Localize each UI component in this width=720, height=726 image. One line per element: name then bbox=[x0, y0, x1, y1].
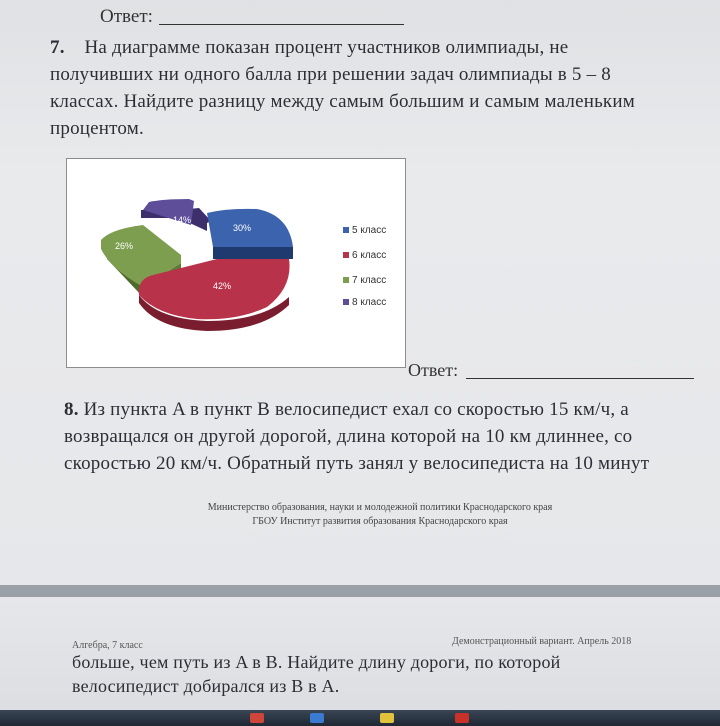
pdf-icon[interactable] bbox=[455, 713, 469, 723]
task-8-line-2: возвращался он другой дорогой, длина которой на 10 км длиннее, со bbox=[64, 426, 633, 447]
task-8-number: 8. bbox=[64, 399, 79, 420]
legend-swatch bbox=[343, 252, 349, 258]
taskbar bbox=[0, 710, 720, 726]
slice-5-class bbox=[207, 209, 293, 259]
label-30: 30% bbox=[233, 223, 252, 233]
label-14: 14% bbox=[173, 215, 192, 225]
legend-6-class: 6 класс bbox=[343, 250, 386, 261]
task-7-line-3: классах. Найдите разницу между самым большим и самым маленьким bbox=[50, 91, 635, 112]
task-7-line-2: получивших ни одного балла при решении задач олимпиады в 5 – 8 bbox=[50, 64, 611, 85]
answer-line bbox=[466, 377, 694, 379]
legend-swatch bbox=[343, 299, 349, 305]
label-42: 42% bbox=[213, 281, 232, 291]
label-26: 26% bbox=[115, 241, 134, 251]
answer-line bbox=[159, 23, 404, 25]
legend-8-class: 8 класс bbox=[343, 297, 386, 308]
browser-icon[interactable] bbox=[250, 713, 264, 723]
legend-7-class: 7 класс bbox=[343, 275, 386, 286]
answer-label: Ответ: bbox=[408, 360, 459, 380]
pie-chart bbox=[66, 158, 406, 368]
app-icon[interactable] bbox=[380, 713, 394, 723]
task-7-text bbox=[50, 34, 720, 142]
task-7-line-1: 7. На диаграмме показан процент участников олимпиады, не bbox=[50, 37, 569, 58]
answer-field-previous bbox=[100, 6, 404, 28]
task-7-line-4: процентом. bbox=[50, 118, 144, 139]
legend-5-class: 5 класс bbox=[343, 225, 386, 236]
task-8-line-3: скоростью 20 км/ч. Обратный путь занял у велосипедиста на 10 минут bbox=[64, 453, 650, 474]
answer-field-task-7 bbox=[408, 360, 694, 381]
folder-icon[interactable] bbox=[310, 713, 324, 723]
footer-ministry: Министерство образования, науки и молодежной политики Краснодарского края bbox=[207, 502, 553, 513]
page-2-header-left: Алгебра, 7 класс bbox=[72, 640, 143, 651]
page-gap bbox=[0, 585, 720, 597]
task-8-cont-line-1: больше, чем путь из A в B. Найдите длину дороги, по которой bbox=[72, 652, 561, 672]
task-8-cont-line-2: велосипедист добирался из B в A. bbox=[72, 676, 340, 696]
legend-swatch bbox=[343, 277, 349, 283]
task-7-number: 7. bbox=[50, 37, 65, 58]
task-8-continuation bbox=[72, 650, 692, 698]
task-8-text bbox=[64, 396, 704, 477]
legend-swatch bbox=[343, 227, 349, 233]
pie-chart-svg bbox=[67, 159, 405, 367]
page-2-header-right: Демонстрационный вариант. Апрель 2018 bbox=[452, 636, 632, 647]
footer-institute: ГБОУ Институт развития образования Краснодарского края bbox=[252, 516, 508, 527]
task-8-line-1: 8. Из пункта A в пункт B велосипедист ехал со скоростью 15 км/ч, а bbox=[64, 399, 629, 420]
answer-label: Ответ: bbox=[100, 6, 153, 27]
